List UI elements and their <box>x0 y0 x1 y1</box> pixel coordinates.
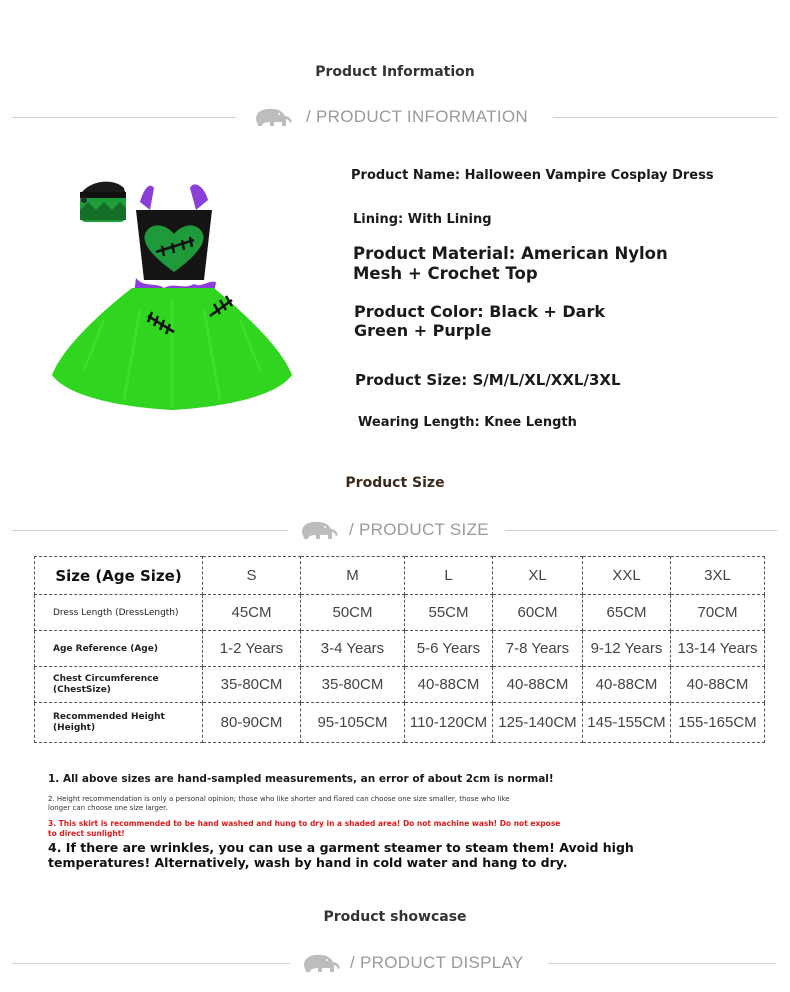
table-row <box>35 667 765 703</box>
product-material-line2: Mesh + Crochet Top <box>353 264 538 283</box>
product-color-text <box>354 302 605 340</box>
divider-line-left <box>12 963 290 964</box>
row-label-line1: Chest Circumference <box>53 673 159 684</box>
size-header-row <box>35 557 765 595</box>
divider-line-right <box>505 530 777 531</box>
product-size-banner-label: / PRODUCT SIZE <box>349 520 489 539</box>
table-cell: 5-6 Years <box>405 631 493 667</box>
product-size-banner <box>0 518 790 542</box>
table-cell: 110-120CM <box>405 703 493 743</box>
table-cell: 40-88CM <box>583 667 671 703</box>
divider-line-left <box>12 530 288 531</box>
table-cell: 95-105CM <box>301 703 405 743</box>
product-size-heading: Product Size <box>345 475 445 491</box>
note-3-line2: to direct sunlight! <box>48 829 125 838</box>
table-cell: 125-140CM <box>493 703 583 743</box>
product-information-heading: Product Information <box>315 64 475 80</box>
table-row <box>35 595 765 631</box>
table-cell: 40-88CM <box>405 667 493 703</box>
table-cell: 50CM <box>301 595 405 631</box>
size-header-s: S <box>203 557 301 595</box>
table-row <box>35 703 765 743</box>
table-cell: 7-8 Years <box>493 631 583 667</box>
note-1: 1. All above sizes are hand-sampled measurements, an error of about 2cm is normal! <box>48 773 554 785</box>
divider-line-right <box>548 963 776 964</box>
product-information-banner-label: / PRODUCT INFORMATION <box>306 107 528 126</box>
note-2-line2: longer can choose one size larger. <box>48 804 168 812</box>
table-row <box>35 631 765 667</box>
table-cell: 55CM <box>405 595 493 631</box>
product-color-line2: Green + Purple <box>354 321 492 340</box>
elephant-icon <box>252 105 296 129</box>
product-size-text: Product Size: S/M/L/XL/XXL/3XL <box>355 371 621 389</box>
elephant-icon <box>298 518 342 542</box>
size-header-3xl: 3XL <box>671 557 765 595</box>
product-display-banner <box>0 951 790 975</box>
table-cell: 40-88CM <box>493 667 583 703</box>
product-color-line1: Product Color: Black + Dark <box>354 302 605 321</box>
divider-line-right <box>553 117 777 118</box>
table-cell: 70CM <box>671 595 765 631</box>
table-cell: 65CM <box>583 595 671 631</box>
table-cell: 45CM <box>203 595 301 631</box>
size-header-l: L <box>405 557 493 595</box>
table-cell: 35-80CM <box>203 667 301 703</box>
row-label-line2: (ChestSize) <box>53 684 111 695</box>
dress-product-image <box>44 170 300 420</box>
note-4-line2: temperatures! Alternatively, wash by hand in cold water and hang to dry. <box>48 855 568 870</box>
table-cell: 60CM <box>493 595 583 631</box>
product-material-line1: Product Material: American Nylon <box>353 244 668 263</box>
note-2 <box>48 795 510 813</box>
product-lining-text: Lining: With Lining <box>353 212 492 227</box>
hat-accessory <box>80 182 126 222</box>
product-showcase-heading: Product showcase <box>323 909 467 925</box>
table-cell: 13-14 Years <box>671 631 765 667</box>
size-header-m: M <box>301 557 405 595</box>
note-3-warning <box>48 819 560 839</box>
table-cell: 3-4 Years <box>301 631 405 667</box>
size-header-xxl: XXL <box>583 557 671 595</box>
divider-line-left <box>12 117 236 118</box>
note-4-line1: 4. If there are wrinkles, you can use a garment steamer to steam them! Avoid high <box>48 840 634 855</box>
note-4 <box>48 840 634 870</box>
row-label-chest-circumference <box>35 667 203 703</box>
product-material-text <box>353 244 668 284</box>
note-2-line1: 2. Height recommendation is only a personal opinion; those who like shorter and flared can choose one size smaller, those who like <box>48 795 510 803</box>
size-corner-header: Size (Age Size) <box>35 557 203 595</box>
table-cell: 80-90CM <box>203 703 301 743</box>
row-label-line1: Recommended Height <box>53 711 165 722</box>
row-label-dress-length: Dress Length (DressLength) <box>35 595 203 631</box>
table-cell: 1-2 Years <box>203 631 301 667</box>
row-label-line2: (Height) <box>53 722 96 733</box>
table-cell: 145-155CM <box>583 703 671 743</box>
product-name-text: Product Name: Halloween Vampire Cosplay Dress <box>351 168 714 183</box>
table-cell: 9-12 Years <box>583 631 671 667</box>
row-label-age-reference: Age Reference (Age) <box>35 631 203 667</box>
size-header-xl: XL <box>493 557 583 595</box>
table-cell: 40-88CM <box>671 667 765 703</box>
table-cell: 35-80CM <box>301 667 405 703</box>
product-information-banner <box>0 105 790 129</box>
product-length-text: Wearing Length: Knee Length <box>358 415 577 430</box>
note-3-line1: 3. This skirt is recommended to be hand washed and hung to dry in a shaded area! Do not machine wash! Do not expose <box>48 819 561 828</box>
elephant-icon <box>300 951 344 975</box>
row-label-recommended-height <box>35 703 203 743</box>
product-display-banner-label: / PRODUCT DISPLAY <box>350 953 524 972</box>
table-cell: 155-165CM <box>671 703 765 743</box>
size-table <box>34 556 765 743</box>
